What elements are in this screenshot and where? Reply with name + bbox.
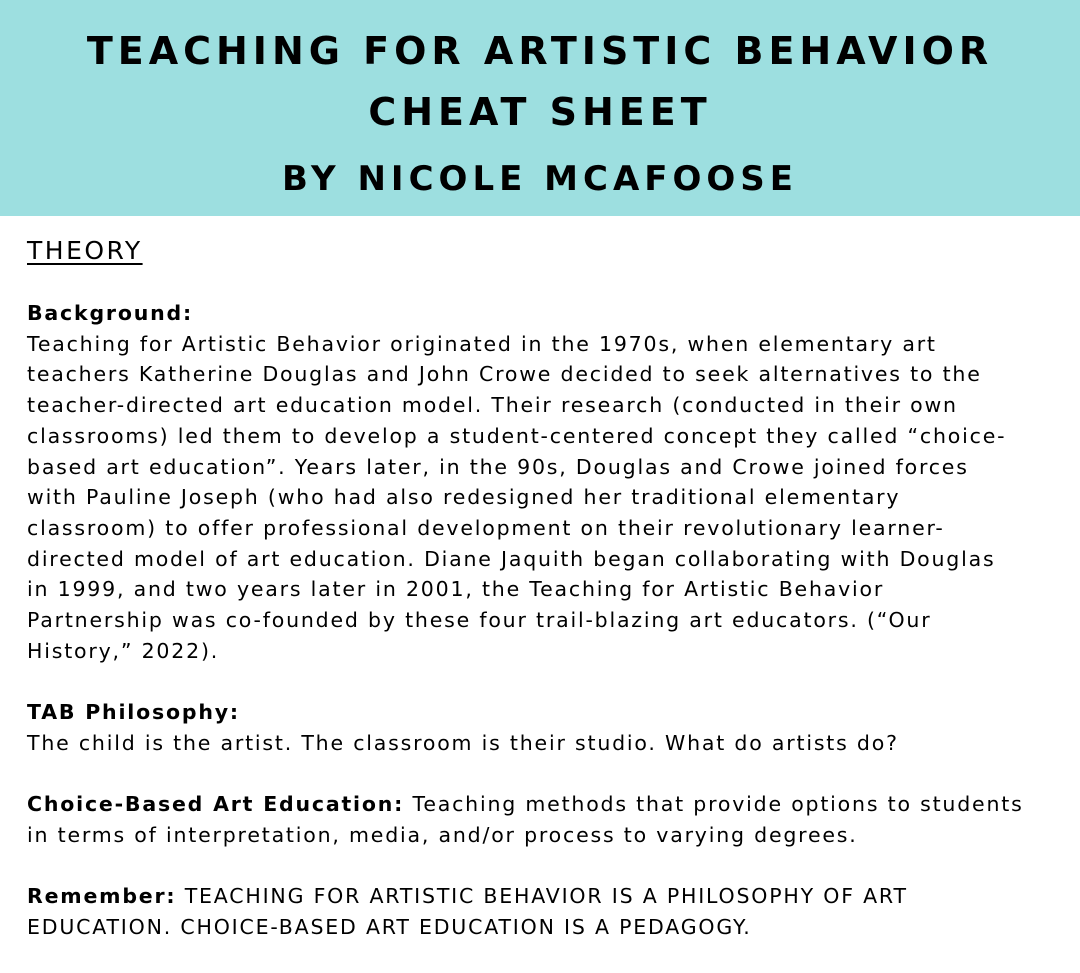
remember-text-1: TEACHING FOR ARTISTIC BEHAVIOR IS A PHILOSOPHY OF ART: [176, 884, 908, 909]
background-line: teacher-directed art education model. Their research (conducted in their own: [27, 393, 958, 418]
title-line-2: CHEAT SHEET: [368, 90, 712, 134]
philosophy-label: TAB Philosophy:: [27, 700, 240, 725]
background-line: classrooms) led them to develop a student-centered concept they called “choice-: [27, 423, 1007, 448]
header-banner: [0, 0, 1080, 216]
background-line: teachers Katherine Douglas and John Crowe decided to seek alternatives to the: [27, 362, 982, 387]
background-line: directed model of art education. Diane Jaquith began collaborating with Douglas: [27, 546, 996, 571]
background-line: Teaching for Artistic Behavior originated in the 1970s, when elementary art: [27, 331, 937, 356]
choice-label: Choice-Based Art Education:: [27, 792, 405, 817]
byline: BY NICOLE MCAFOOSE: [281, 159, 799, 199]
remember-line-1: [27, 881, 1067, 912]
philosophy-block: [27, 697, 1067, 758]
choice-text-1: Teaching methods that provide options to students: [404, 792, 1024, 817]
background-line: classroom) to offer professional development on their revolutionary learner-: [27, 515, 945, 540]
choice-text-2: in terms of interpretation, media, and/or process to varying degrees.: [27, 822, 858, 847]
document-body: [27, 234, 1067, 973]
background-block: [27, 298, 1067, 666]
remember-text-2: EDUCATION. CHOICE-BASED ART EDUCATION IS A PEDAGOGY.: [27, 915, 752, 940]
choice-block: [27, 789, 1067, 850]
background-line: with Pauline Joseph (who had also redesigned her traditional elementary: [27, 485, 901, 510]
title-line-1: TEACHING FOR ARTISTIC BEHAVIOR: [86, 29, 994, 73]
background-line: Partnership was co-founded by these four trail-blazing art educators. (“Our: [27, 608, 932, 633]
background-label: Background:: [27, 301, 193, 325]
background-line: based art education”. Years later, in the 90s, Douglas and Crowe joined forces: [27, 454, 969, 479]
remember-block: [27, 881, 1067, 942]
section-heading-theory: THEORY: [27, 236, 143, 265]
background-line: History,” 2022).: [27, 638, 220, 663]
background-line: in 1999, and two years later in 2001, the Teaching for Artistic Behavior: [27, 577, 885, 602]
choice-line-1: [27, 789, 1067, 820]
remember-label: Remember:: [27, 884, 177, 909]
philosophy-text: The child is the artist. The classroom is their studio. What do artists do?: [27, 730, 899, 755]
